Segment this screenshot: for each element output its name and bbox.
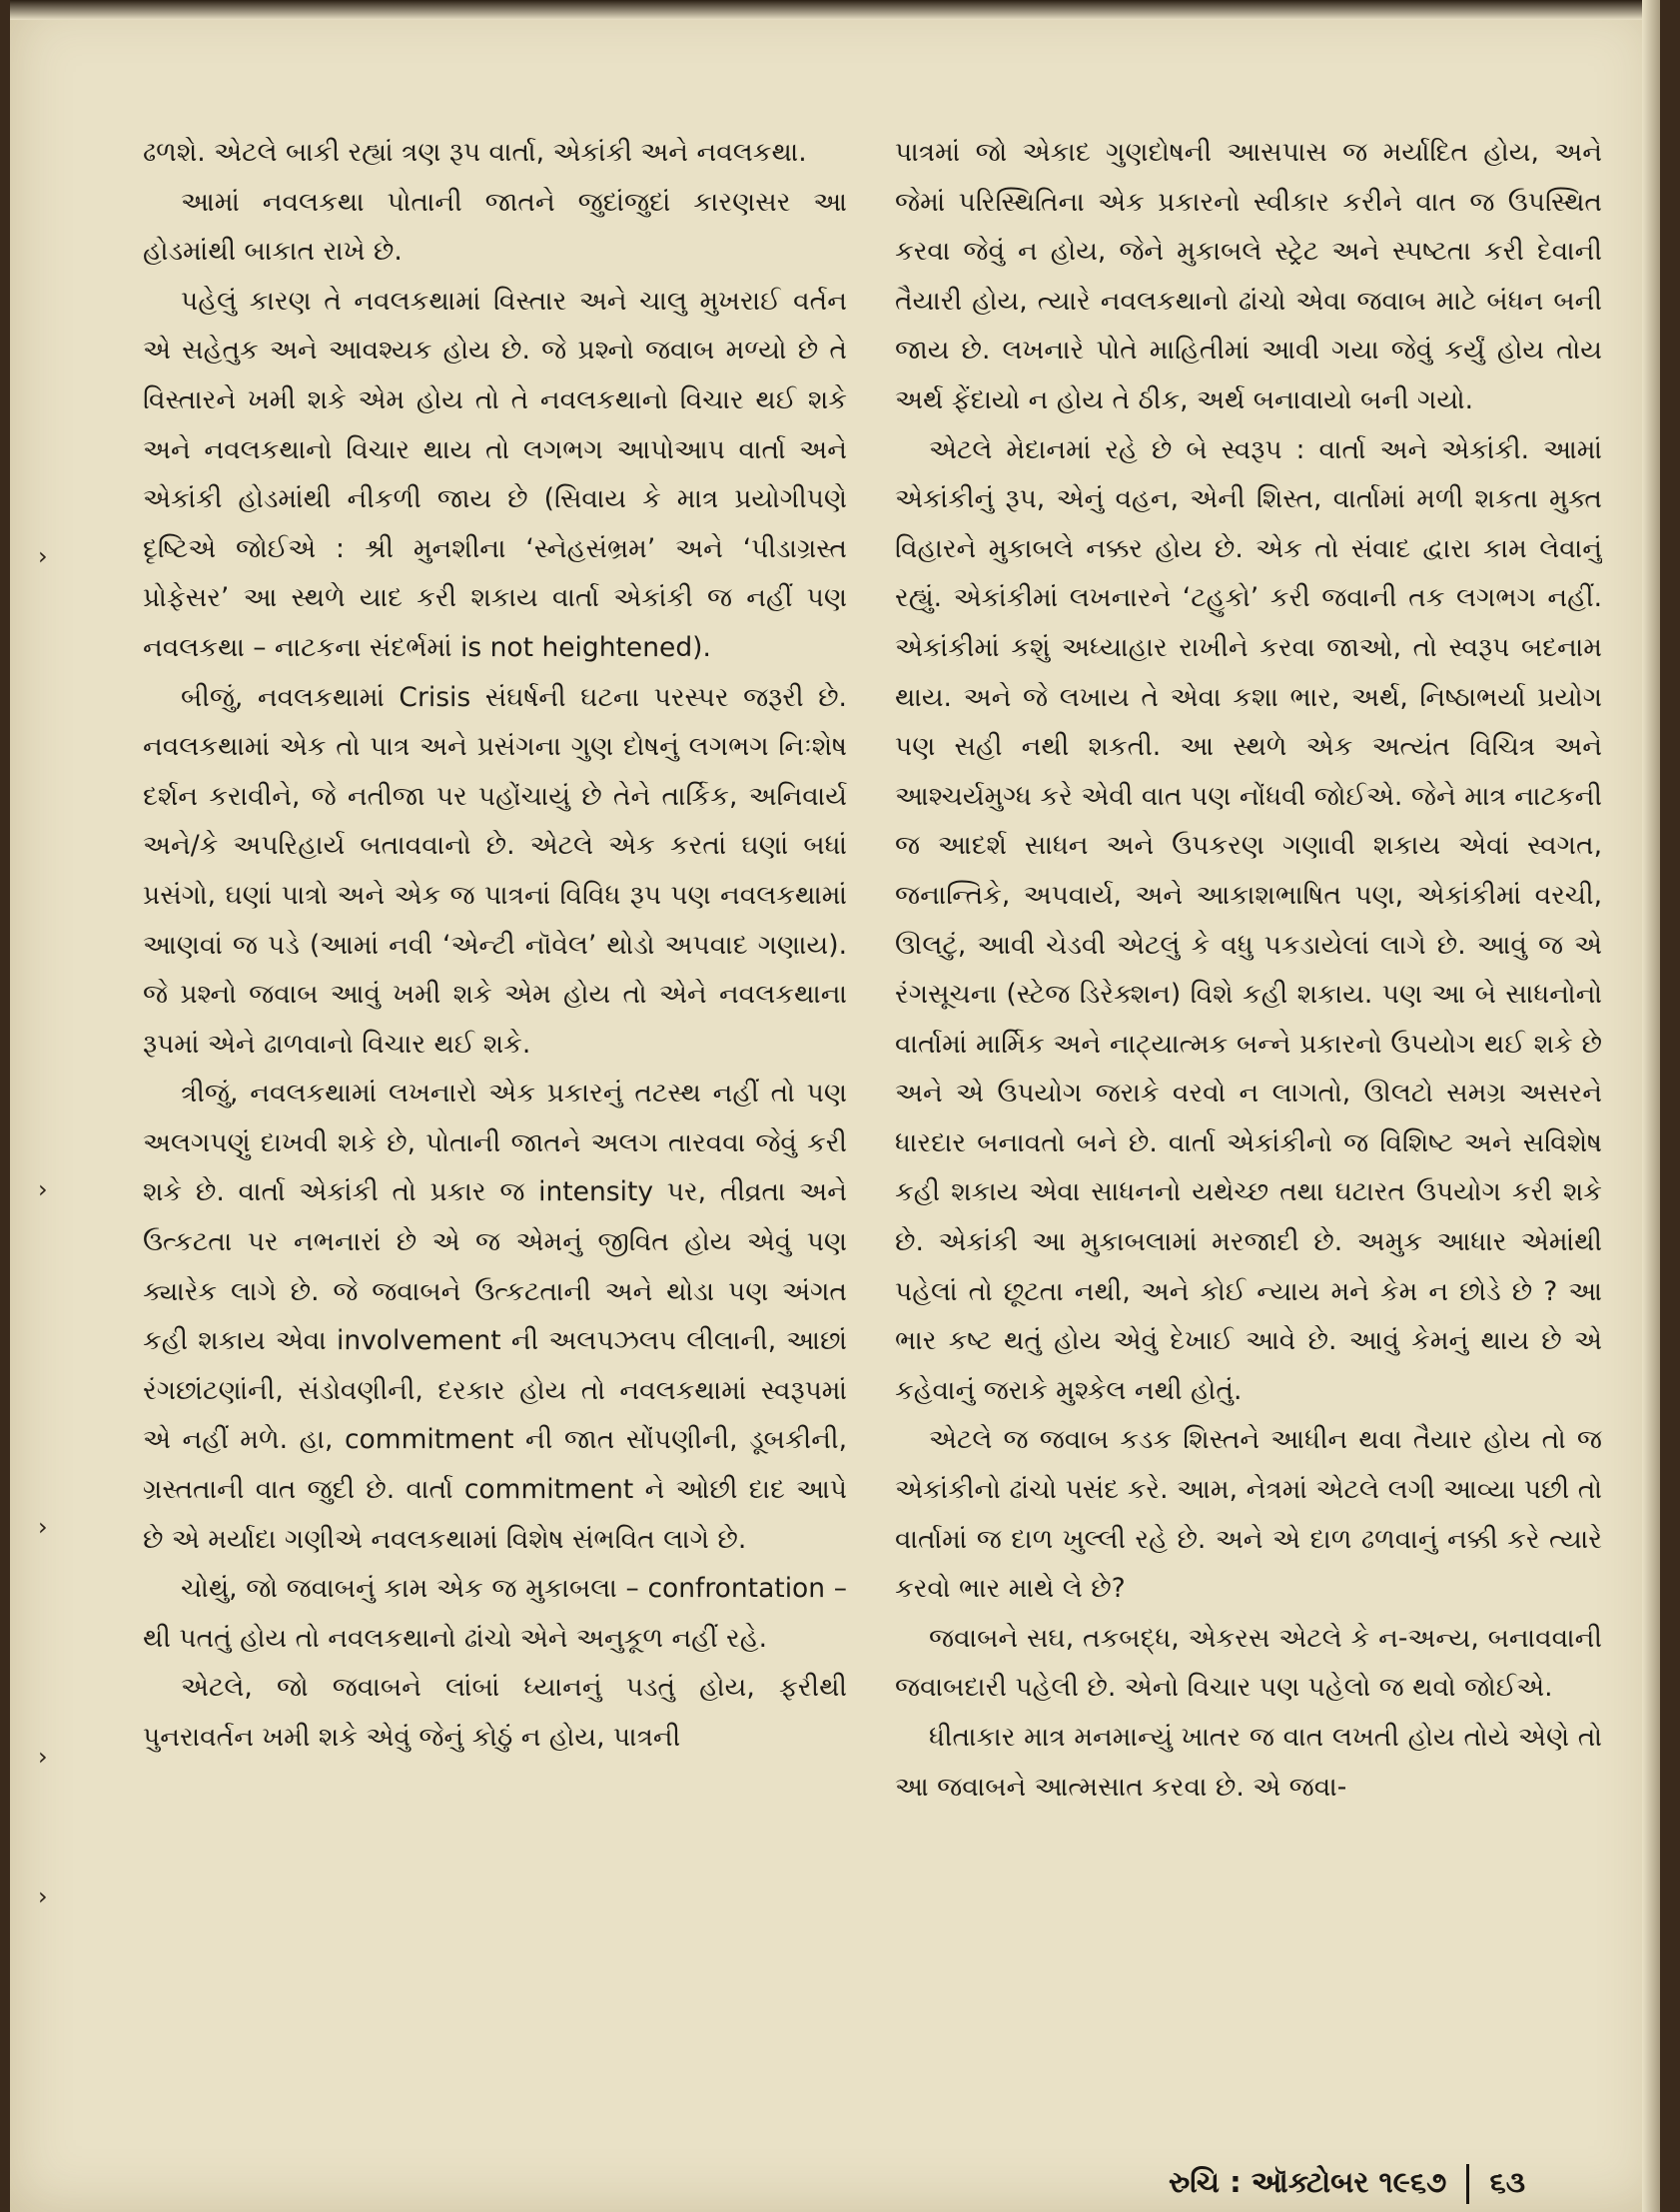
paragraph: પહેલું કારણ તે નવલકથામાં વિસ્તાર અને ચાલુ મુખરાઈ વર્તન એ સહેતુક અને આવશ્યક હોય છે. જે પ્રશ્નો જવાબ મળ્યો છે તે વિસ્તારને ખમી શકે એમ હોય તો તે નવલકથાનો વિચાર થઈ શકે અને નવલકથાનો વિચાર થાય તો લગભગ આપોઆપ વાર્તા અને એકાંકી હોડમાંથી નીકળી જાય છે (સિવાય કે માત્ર પ્રયોગીપણે દૃષ્ટિએ જોઈએ : શ્રી મુનશીના ‘સ્નેહસંભ્રમ’ અને ‘પીડાગ્રસ્ત પ્રોફેસર’ આ સ્થળે યાદ કરી શકાય વાર્તા એકાંકી જ નહીં પણ નવલકથા – નાટકના સંદર્ભમાં is not heightened). — [143, 285, 847, 663]
paragraph: ચોથું, જો જવાબનું કામ એક જ મુકાબલા – confrontation – થી પતતું હોય તો નવલકથાનો ઢાંચો એને અનુકૂળ નહીં રહે. — [143, 1573, 847, 1654]
left-text-column — [143, 128, 847, 2015]
paragraph: બીજું, નવલકથામાં Crisis સંઘર્ષની ઘટના પરસ્પર જરૂરી છે. નવલકથામાં એક તો પાત્ર અને પ્રસંગના ગુણ દોષનું લગભગ નિઃશેષ દર્શન કરાવીને, જે નતીજા પર પહોંચાયું છે તેને તાર્કિક, અનિવાર્ય અને/કે અપરિહાર્ય બતાવવાનો છે. એટલે એક કરતાં ઘણાં બધાં પ્રસંગો, ઘણાં પાત્રો અને એક જ પાત્રનાં વિવિધ રૂપ પણ નવલકથામાં આણવાં જ પડે (આમાં નવી ‘એન્ટી નૉવેલ’ થોડો અપવાદ ગણાય). જે પ્રશ્નો જવાબ આવું ખમી શકે એમ હોય તો એને નવલકથાના રૂપમાં એને ઢાળવાનો વિચાર થઈ શકે. — [143, 681, 847, 1060]
paragraph: એટલે મેદાનમાં રહે છે બે સ્વરૂપ : વાર્તા અને એકાંકી. આમાં એકાંકીનું રૂપ, એનું વહન, એની શિસ્ત, વાર્તામાં મળી શકતા મુક્ત વિહારને મુકાબલે નક્કર હોય છે. એક તો સંવાદ દ્વારા કામ લેવાનું રહ્યું. એકાંકીમાં લખનારને ‘ટહુકો’ કરી જવાની તક લગભગ નહીં. એકાંકીમાં કશું અધ્યાહાર રાખીને કરવા જાઓ, તો સ્વરૂપ બદનામ થાય. અને જે લખાય તે એવા કશા ભાર, અર્થ, નિષ્ઠાભર્યા પ્રયોગ પણ સહી નથી શકતી. આ સ્થળે એક અત્યંત વિચિત્ર અને આશ્ચર્યમુગ્ધ કરે એવી વાત પણ નોંધવી જોઈએ. જેને માત્ર નાટકની જ આદર્શ સાધન અને ઉપકરણ ગણાવી શકાય એવાં સ્વગત, જનાન્તિકે, અપવાર્ય, અને આકાશભાષિત પણ, એકાંકીમાં વરચી, ઊલટું, આવી ચેડવી એટલું કે વધુ પકડાયેલાં લાગે છે. આવું જ એ રંગસૂચના (સ્ટેજ ડિરેક્શન) વિશે કહી શકાય. પણ આ બે સાધનોનો વાર્તામાં માર્મિક અને નાટ્યાત્મક બન્ને પ્રકારનો ઉપયોગ થઈ શકે છે અને એ ઉપયોગ જરાકે વરવો ન લાગતો, ઊલટો સમગ્ર અસરને ધારદાર બનાવતો બને છે. વાર્તા એકાંકીનો જ વિશિષ્ટ અને સવિશેષ કહી શકાય એવા સાધનનો યથેચ્છ તથા ઘટારત ઉપયોગ કરી શકે છે. એકાંકી આ મુકાબલામાં મરજાદી છે. અમુક આધાર એમાંથી પહેલાં તો છૂટતા નથી, અને કોઈ ન્યાય મને કેમ ન છોડે છે ? આ ભાર કષ્ટ થતું હોય એવું દેખાઈ આવે છે. આવું કેમનું થાય છે એ કહેવાનું જરાકે મુશ્કેલ નથી હોતું. — [895, 433, 1602, 1406]
right-text-column — [895, 128, 1602, 2015]
paragraph: પાત્રમાં જો એકાદ ગુણદોષની આસપાસ જ મર્યાદિત હોય, અને જેમાં પરિસ્થિતિના એક પ્રકારનો સ્વીકાર કરીને વાત જ ઉપસ્થિત કરવા જેવું ન હોય, જેને મુકાબલે સ્ટ્રેટ અને સ્પષ્ટતા કરી દેવાની તૈયારી હોય, ત્યારે નવલકથાનો ઢાંચો એવા જવાબ માટે બંધન બની જાય છે. લખનારે પોતે માહિતીમાં આવી ગયા જેવું કર્યું હોય તોય અર્થ ફેંદાયો ન હોય તે ઠીક, અર્થ બનાવાયો બની ગયો. — [895, 137, 1602, 415]
paragraph: એટલે જ જવાબ કડક શિસ્તને આધીન થવા તૈયાર હોય તો જ એકાંકીનો ઢાંચો પસંદ કરે. આમ, નેત્રમાં એટલે લગી આવ્યા પછી તો વાર્તામાં જ દાળ ખુલ્લી રહે છે. અને એ દાળ ઢળવાનું નક્કી કરે ત્યારે કરવો ભાર માથે લે છે? — [895, 1424, 1602, 1605]
document-page — [10, 0, 1660, 2212]
magazine-issue: રુચિ : ઑક્ટોબર ૧૯૬૭ — [1169, 2165, 1447, 2199]
page-top-edge — [10, 0, 1660, 20]
paragraph: ધીતાકાર માત્ર મનમાન્યું ખાતર જ વાત લખતી હોય તોયે એણે તો આ જવાબને આત્મસાત કરવા છે. એ જવા- — [895, 1722, 1602, 1803]
binder-mark: › — [38, 1513, 48, 1541]
paragraph: ત્રીજું, નવલકથામાં લખનારો એક પ્રકારનું તટસ્થ નહીં તો પણ અલગપણું દાખવી શકે છે, પોતાની જાતને અલગ તારવવા જેવું કરી શકે છે. વાર્તા એકાંકી તો પ્રકાર જ intensity પર, તીવ્રતા અને ઉત્કટતા પર નભનારાં છે એ જ એમનું જીવિત હોય એવું પણ ક્યારેક લાગે છે. જે જવાબને ઉત્કટતાની અને થોડા પણ અંગત કહી શકાય એવા involvement ની અલપઝલપ લીલાની, આછાં રંગછાંટણાંની, સંડોવણીની, દરકાર હોય તો નવલકથામાં સ્વરૂપમાં એ નહીં મળે. હા, commitment ની જાત સોંપણીની, ડૂબકીની, ગ્રસ્તતાની વાત જુદી છે. વાર્તા commitment ને ઓછી દાદ આપે છે એ મર્યાદા ગણીએ નવલકથામાં વિશેષ સંભવિત લાગે છે. — [143, 1078, 847, 1555]
page-right-edge — [1642, 0, 1660, 2212]
page-number: ૬૩ — [1489, 2165, 1526, 2199]
paragraph: ઢળશે. એટલે બાકી રહ્યાં ત્રણ રૂપ વાર્તા, એકાંકી અને નવલકથા. — [143, 137, 807, 168]
paragraph: એટલે, જો જવાબને લાંબાં ધ્યાનનું પડતું હોય, ફરીથી પુનરાવર્તન ખમી શકે એવું જેનું કોઠું ન હોય, પાત્રની — [143, 1672, 847, 1753]
binder-mark: › — [38, 542, 48, 570]
folio-divider — [1466, 2164, 1469, 2204]
binder-mark: › — [38, 1882, 48, 1910]
binder-mark: › — [38, 1743, 48, 1771]
paragraph: જવાબને સઘ, તકબદ્ધ, એકરસ એટલે કે ન-અન્ય, બનાવવાની જવાબદારી પહેલી છે. એનો વિચાર પણ પહેલો જ થવો જોઈએ. — [895, 1622, 1602, 1704]
paragraph: આમાં નવલકથા પોતાની જાતને જુદાંજુદાં કારણસર આ હોડમાંથી બાકાત રાખે છે. — [143, 186, 847, 268]
binder-mark: › — [38, 1175, 48, 1203]
page-footer — [1169, 2164, 1608, 2208]
